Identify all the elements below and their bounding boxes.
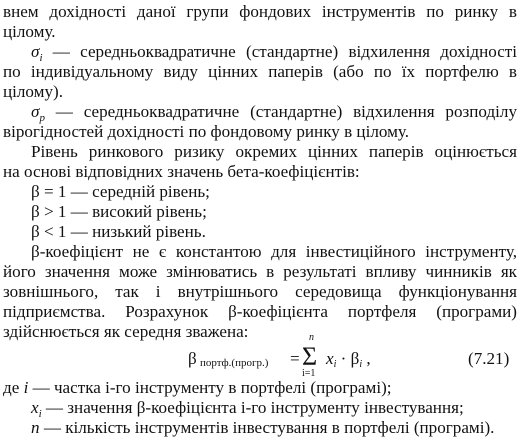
definition-sigma-p bbox=[31, 101, 517, 123]
text-line: Рівень ринкового ризику окремих цінних паперів оцінюється bbox=[31, 142, 517, 161]
formula-x-sub: i bbox=[333, 359, 337, 370]
formula-equals: = bbox=[290, 349, 300, 368]
formula-beta-i-sub: i bbox=[359, 359, 363, 370]
definition-i bbox=[3, 377, 517, 399]
formula-comma: , bbox=[362, 349, 371, 368]
text-line: внем дохідності даної групи фондових інструментів по ринку в bbox=[3, 2, 517, 21]
symbol-i: i bbox=[23, 378, 29, 397]
symbol-n: n bbox=[31, 418, 40, 437]
list-item: β = 1 — середній рівень; bbox=[31, 182, 210, 201]
formula-beta: β bbox=[188, 349, 197, 368]
text-line: цілому. bbox=[3, 22, 56, 41]
definition-text: — середньоквадратичне (стандартне) відхилення розподілу bbox=[44, 102, 517, 121]
text-line: цілому). bbox=[3, 82, 63, 101]
text-line: на основі відповідних значень бета-коефіцієнтів: bbox=[3, 162, 360, 181]
symbol-subscript: i bbox=[38, 408, 42, 420]
formula-x: x bbox=[326, 349, 334, 368]
text-line: здійснюється як середня зважена: bbox=[3, 322, 249, 341]
symbol-subscript: i bbox=[39, 52, 43, 64]
formula-7-21 bbox=[188, 334, 388, 380]
definition-prefix: де bbox=[3, 378, 24, 397]
symbol-subscript: p bbox=[39, 112, 45, 124]
formula-upper-limit: n bbox=[309, 332, 314, 343]
formula-lower-limit: i=1 bbox=[302, 368, 316, 379]
text-line: зовнішнього, так і внутрішнього середовища функціонування bbox=[3, 282, 517, 301]
symbol-sigma: σ bbox=[31, 42, 40, 61]
text-line: його значення може змінюватись в результаті впливу чинників як bbox=[3, 262, 517, 281]
text-line: вірогідностей дохідності по фондовому ринку в цілому. bbox=[3, 122, 410, 141]
definition-text: — частка i-го інструменту в портфелі (програмі); bbox=[28, 378, 392, 397]
text-line: β-коефіцієнт не є константою для інвестиційного інструменту, bbox=[31, 242, 517, 261]
definition-n bbox=[31, 417, 517, 439]
list-item: β < 1 — низький рівень. bbox=[31, 222, 206, 241]
formula-expression bbox=[326, 348, 371, 376]
definition-text: — значення β-коефіцієнта i-го інструменту інвестування; bbox=[41, 398, 464, 417]
symbol-x: x bbox=[31, 398, 39, 417]
formula-beta-subscript: портф.(прогр.) bbox=[200, 357, 269, 369]
list-item: β > 1 — високий рівень; bbox=[31, 202, 207, 221]
definition-text: — кількість інструментів інвестування в портфелі (програмі). bbox=[39, 418, 495, 437]
text-line: по індивідуальному виду цінних паперів (або по їх портфелю в bbox=[3, 62, 517, 81]
text-line: підприємства. Розрахунок β-коефіцієнта портфеля (програми) bbox=[3, 302, 517, 321]
definition-sigma-i bbox=[31, 41, 517, 63]
formula-dot-beta: · β bbox=[336, 349, 360, 368]
definition-text: — середньоквадратичне (стандартне) відхилення дохідності bbox=[42, 42, 517, 61]
equation-number: (7.21) bbox=[468, 349, 510, 368]
symbol-sigma: σ bbox=[31, 102, 40, 121]
definition-x-i bbox=[31, 397, 517, 419]
formula-sigma: Σ bbox=[302, 342, 318, 371]
